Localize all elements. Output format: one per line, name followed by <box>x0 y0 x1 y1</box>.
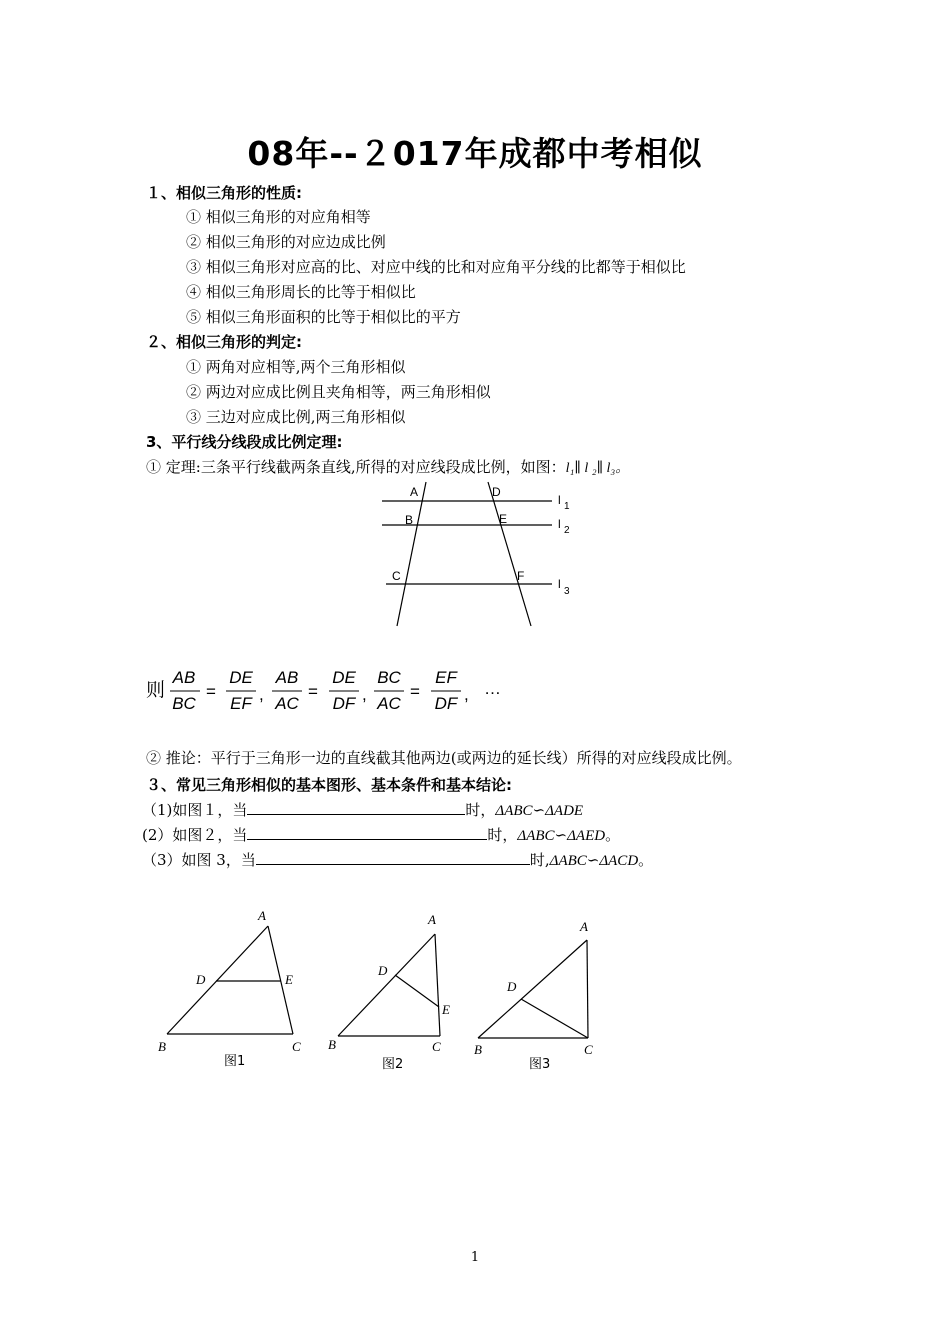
figure-1 <box>158 908 301 1069</box>
criterion-2: ② 两边对应成比例且夹角相等，两三角形相似 <box>186 383 491 401</box>
fig1-label-C: C <box>292 1039 301 1054</box>
comma-1: , <box>259 685 264 704</box>
label-B: B <box>405 513 414 527</box>
case-2-blank[interactable] <box>247 825 487 840</box>
case-2-suffix: 时， <box>487 826 518 844</box>
fig2-label-A: A <box>428 912 436 927</box>
ellipsis: … <box>484 679 501 698</box>
theorem-text: ① 定理:三条平行线截两条直线,所得的对应线段成比例，如图： <box>146 458 566 476</box>
fig2-side-ac <box>435 934 440 1036</box>
fraction-4-numerator: DE <box>332 668 356 687</box>
fraction-6-numerator: EF <box>435 668 457 687</box>
fig3-label-B: B <box>474 1042 482 1057</box>
case-1-result: ΔABC∽ΔADE <box>495 803 584 819</box>
comma-2: , <box>362 685 367 704</box>
criterion-1: ① 两角对应相等,两个三角形相似 <box>186 358 406 376</box>
case-3-result: ΔABC∽ΔACD <box>549 853 639 869</box>
fraction-1-numerator: AB <box>172 668 196 687</box>
proportion-formula <box>140 660 520 720</box>
fraction-1-denominator: BC <box>172 694 196 713</box>
fig3-label-D: D <box>507 979 517 994</box>
fig1-label-B: B <box>158 1039 166 1054</box>
comma-3: , <box>464 685 469 704</box>
property-5: ⑤ 相似三角形面积的比等于相似比的平方 <box>186 308 461 326</box>
fig2-segment-de <box>395 975 439 1007</box>
fig3-caption: 图3 <box>529 1057 551 1072</box>
formula-prefix: 则 <box>146 679 166 701</box>
fig3-side-ab <box>478 940 587 1038</box>
fraction-2-numerator: DE <box>229 668 253 687</box>
fraction-5-denominator: AC <box>377 694 401 713</box>
fig1-side-ab <box>167 926 268 1034</box>
section2-heading: ２、相似三角形的判定: <box>146 333 302 351</box>
fig2-label-E: E <box>442 1002 450 1017</box>
fig3-segment-cd <box>521 999 588 1038</box>
case-1-prefix: （1)如图１，当 <box>142 801 248 819</box>
section1-heading: １、相似三角形的性质: <box>146 184 302 202</box>
equals-2: = <box>308 682 318 701</box>
fig3-label-C: C <box>584 1042 593 1057</box>
label-A: A <box>410 485 419 499</box>
figure-3 <box>474 919 593 1072</box>
section4-heading: ３、常见三角形相似的基本图形、基本条件和基本结论: <box>146 776 513 794</box>
theorem-corollary: ② 推论：平行于三角形一边的直线截其他两边(或两边的延长线）所得的对应线段成比例。 <box>146 749 742 767</box>
fig1-caption: 图1 <box>224 1054 246 1069</box>
fig2-caption: 图2 <box>382 1057 404 1072</box>
label-F: F <box>517 569 525 583</box>
label-l3: l <box>558 577 561 591</box>
fraction-3-numerator: AB <box>275 668 299 687</box>
fig2-side-ab <box>338 934 435 1036</box>
label-l1-sub: 1 <box>564 501 570 512</box>
transversal-left <box>397 482 426 626</box>
fig2-label-C: C <box>432 1039 441 1054</box>
theorem-definition <box>146 456 629 477</box>
page-number: 1 <box>470 1250 480 1265</box>
label-D: D <box>492 485 501 499</box>
label-l2-sub: 2 <box>564 525 570 536</box>
property-1: ① 相似三角形的对应角相等 <box>186 208 371 226</box>
label-C: C <box>392 569 401 583</box>
case-1-suffix: 时， <box>465 801 496 819</box>
fig2-label-D: D <box>378 963 388 978</box>
case-3 <box>142 849 653 870</box>
page-title: 08年--２017年成都中考相似 <box>247 134 703 173</box>
property-3: ③ 相似三角形对应高的比、对应中线的比和对应角平分线的比都等于相似比 <box>186 258 686 276</box>
figure-2 <box>328 912 450 1072</box>
criterion-3: ③ 三边对应成比例,两三角形相似 <box>186 408 406 426</box>
label-E: E <box>499 512 508 526</box>
case-1 <box>142 799 583 820</box>
case-3-end: 。 <box>638 851 654 869</box>
label-l3-sub: 3 <box>564 586 570 597</box>
fig1-label-A: A <box>258 908 266 923</box>
label-l1: l <box>558 493 561 507</box>
label-l2: l <box>558 517 561 531</box>
fig1-label-E: E <box>285 972 293 987</box>
property-4: ④ 相似三角形周长的比等于相似比 <box>186 283 416 301</box>
case-2 <box>142 824 620 845</box>
fraction-4-denominator: DF <box>332 694 356 713</box>
fraction-5-numerator: BC <box>377 668 401 687</box>
section3-heading: 3、平行线分线段成比例定理: <box>146 433 343 451</box>
fraction-6-denominator: DF <box>434 694 458 713</box>
triangle-figures <box>150 900 620 1080</box>
fig3-side-ac <box>587 940 588 1038</box>
case-2-prefix: (2）如图２，当 <box>142 826 248 844</box>
case-2-end: 。 <box>605 826 621 844</box>
equals-1: = <box>206 682 216 701</box>
case-3-blank[interactable] <box>256 850 530 865</box>
case-2-result: ΔABC∽ΔAED <box>517 828 606 844</box>
fig3-label-A: A <box>580 919 588 934</box>
transversal-right <box>488 482 531 626</box>
parallel-lines-notation: l₁∥ l ₂∥ l₃。 <box>565 461 630 476</box>
property-2: ② 相似三角形的对应边成比例 <box>186 233 386 251</box>
equals-3: = <box>410 682 420 701</box>
fig1-label-D: D <box>196 972 206 987</box>
fraction-2-denominator: EF <box>230 694 252 713</box>
fig2-label-B: B <box>328 1037 336 1052</box>
fraction-3-denominator: AC <box>275 694 299 713</box>
case-1-blank[interactable] <box>247 800 465 815</box>
parallel-lines-figure <box>370 480 590 630</box>
case-3-prefix: （3）如图 3，当 <box>142 851 256 869</box>
case-3-suffix: 时, <box>529 851 550 869</box>
